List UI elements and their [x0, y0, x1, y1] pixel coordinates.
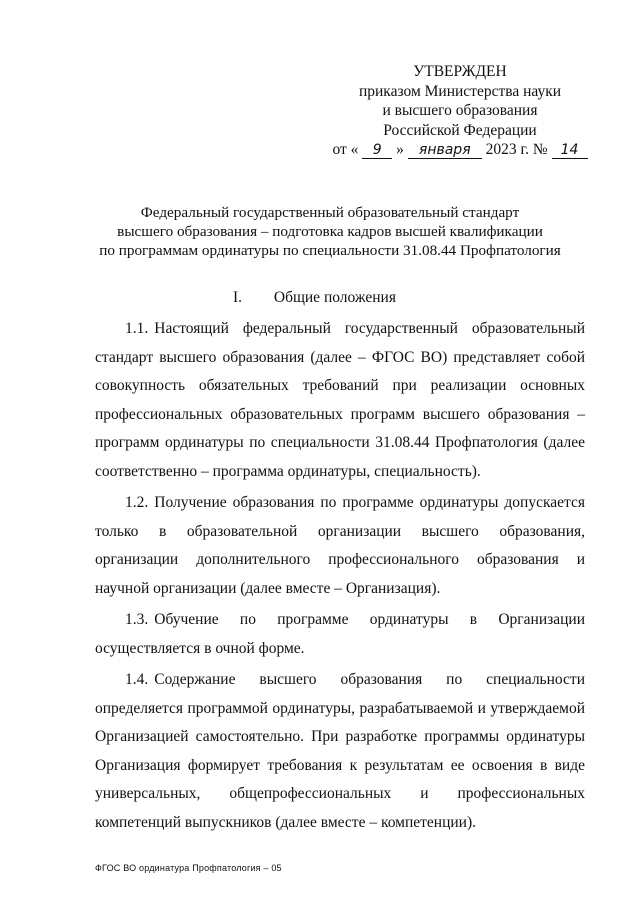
date-mid: »: [396, 141, 404, 158]
approval-line-federation: Российской Федерации: [383, 121, 537, 139]
approval-line-education: и высшего образования: [382, 102, 538, 119]
approval-line-ministry: приказом Министерства науки: [358, 82, 562, 100]
paragraph-text: Обучение по программе ординатуры в Организации осуществляется в очной форме.: [95, 611, 585, 657]
section-heading: [200, 288, 500, 307]
section-title: Общие положения: [273, 289, 396, 306]
title-line-1: Федеральный государственный образовательный стандарт: [140, 204, 520, 221]
handwritten-day: 9: [362, 142, 392, 159]
paragraph-1-2: [95, 489, 585, 603]
paragraph-number: 1.1.: [125, 320, 149, 337]
handwritten-order-number: 14: [552, 142, 588, 159]
paragraph-number: 1.3.: [125, 611, 149, 628]
approval-block: [330, 62, 590, 160]
approval-date-line: [330, 140, 590, 160]
date-prefix: от «: [332, 141, 359, 158]
paragraph-text: Настоящий федеральный государственный образовательный стандарт высшего образования (далее – ФГОС ВО) представляет собой совокупность обязательных требований при реализации основных профессиональных образовательных программ высшего образования – программ ординатуры по специальности 31.08.44 Профпатология (далее соответственно – программа ординатуры, специальность).: [95, 320, 585, 480]
page-footer: ФГОС ВО ординатура Профпатология – 05: [95, 863, 282, 873]
paragraph-1-4: [95, 666, 585, 837]
paragraph-text: Содержание высшего образования по специальности определяется программой ординатуры, разрабатываемой и утверждаемой Организацией самостоятельно. При разработке программы ординатуры Организация формирует требования к результатам ее освоения в виде универсальных, общепрофессиональных и профессиональных компетенций выпускников (далее вместе – компетенции).: [95, 671, 585, 831]
paragraph-1-3: [95, 606, 585, 663]
paragraph-number: 1.2.: [125, 494, 149, 511]
paragraph-number: 1.4.: [125, 671, 149, 688]
paragraph-1-1: [95, 315, 585, 486]
title-line-2: высшего образования – подготовка кадров высшей квалификации: [117, 223, 543, 240]
paragraph-text: Получение образования по программе ординатуры допускается только в образовательной организации высшего образования, организации дополнительного профессионального образования и научной организации (далее вместе – Организация).: [95, 494, 585, 597]
document-title: [80, 203, 580, 260]
date-year: 2023 г. №: [485, 141, 548, 158]
section-number: I.: [232, 289, 242, 306]
approval-title: УТВЕРЖДЕН: [413, 63, 507, 80]
handwritten-month: января: [408, 142, 482, 159]
title-line-3: по программам ординатуры по специальности 31.08.44 Профпатология: [99, 242, 561, 259]
body-text: [95, 315, 585, 840]
